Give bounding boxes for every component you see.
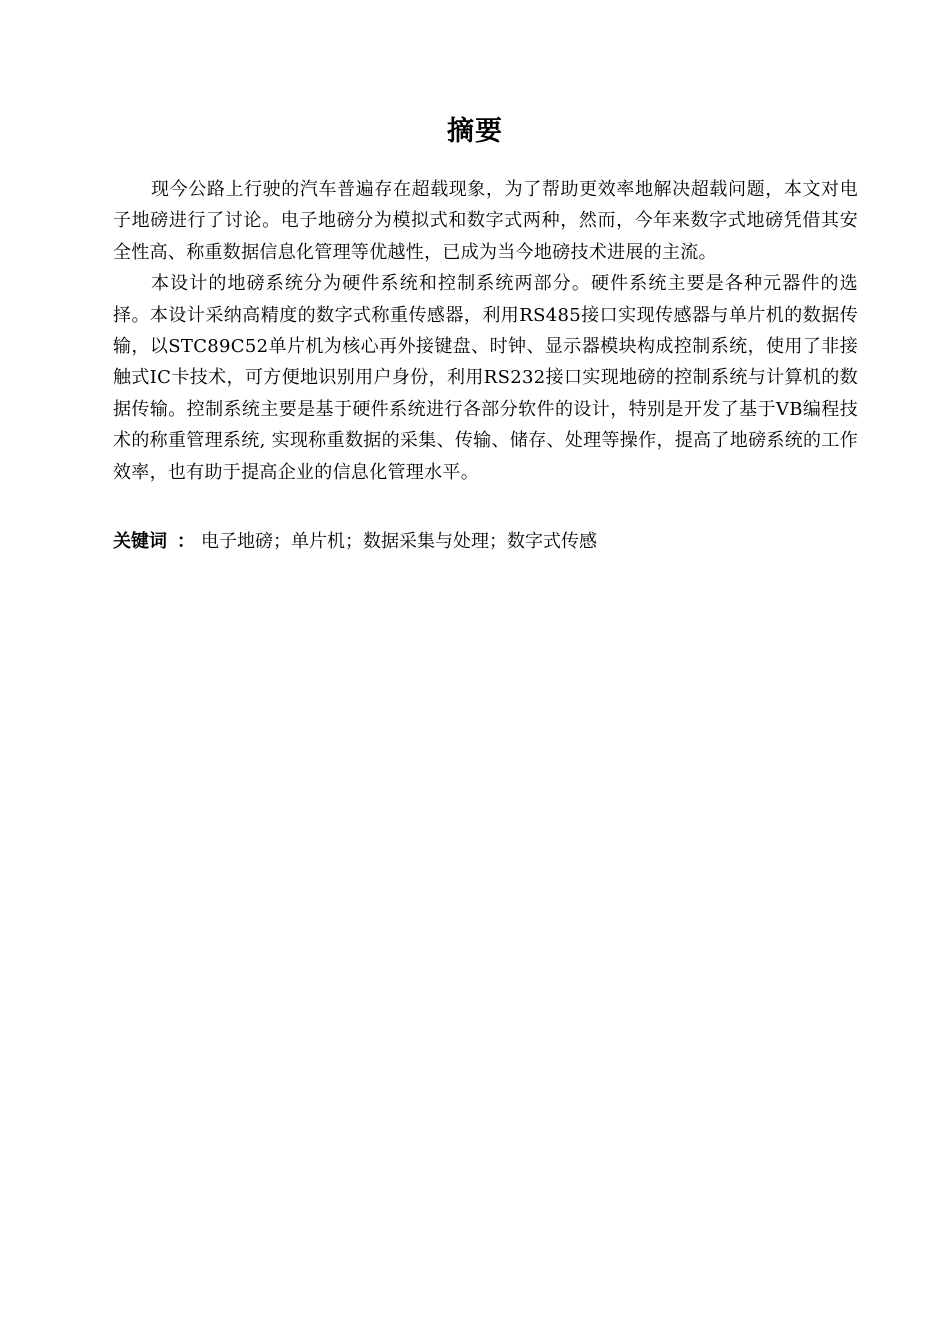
abstract-title: 摘要	[447, 116, 503, 147]
keywords-line	[113, 526, 858, 557]
keywords-list: 电子地磅；单片机；数据采集与处理；数字式传感	[201, 531, 597, 552]
abstract-body	[113, 174, 858, 488]
abstract-paragraph-1: 现今公路上行驶的汽车普遍存在超载现象，为了帮助更效率地解决超载问题，本文对电子地磅进行了讨论。电子地磅分为模拟式和数字式两种，然而，今年来数字式地磅凭借其安全性高、称重数据信息化管理等优越性，已成为当今地磅技术进展的主流。	[113, 179, 858, 263]
keywords-label: 关键词	[113, 531, 167, 552]
keywords-separator: ：	[177, 531, 195, 552]
abstract-paragraph-2: 本设计的地磅系统分为硬件系统和控制系统两部分。硬件系统主要是各种元器件的选择。本设计采纳高精度的数字式称重传感器，利用RS485接口实现传感器与单片机的数据传输，以STC89C52单片机为核心再外接键盘、时钟、显示器模块构成控制系统，使用了非接触式IC卡技术，可方便地识别用户身份，利用RS232接口实现地磅的控制系统与计算机的数据传输。控制系统主要是基于硬件系统进行各部分软件的设计，特别是开发了基于VB编程技术的称重管理系统, 实现称重数据的采集、传输、储存、处理等操作，提高了地磅系统的工作效率，也有助于提高企业的信息化管理水平。	[113, 273, 858, 483]
